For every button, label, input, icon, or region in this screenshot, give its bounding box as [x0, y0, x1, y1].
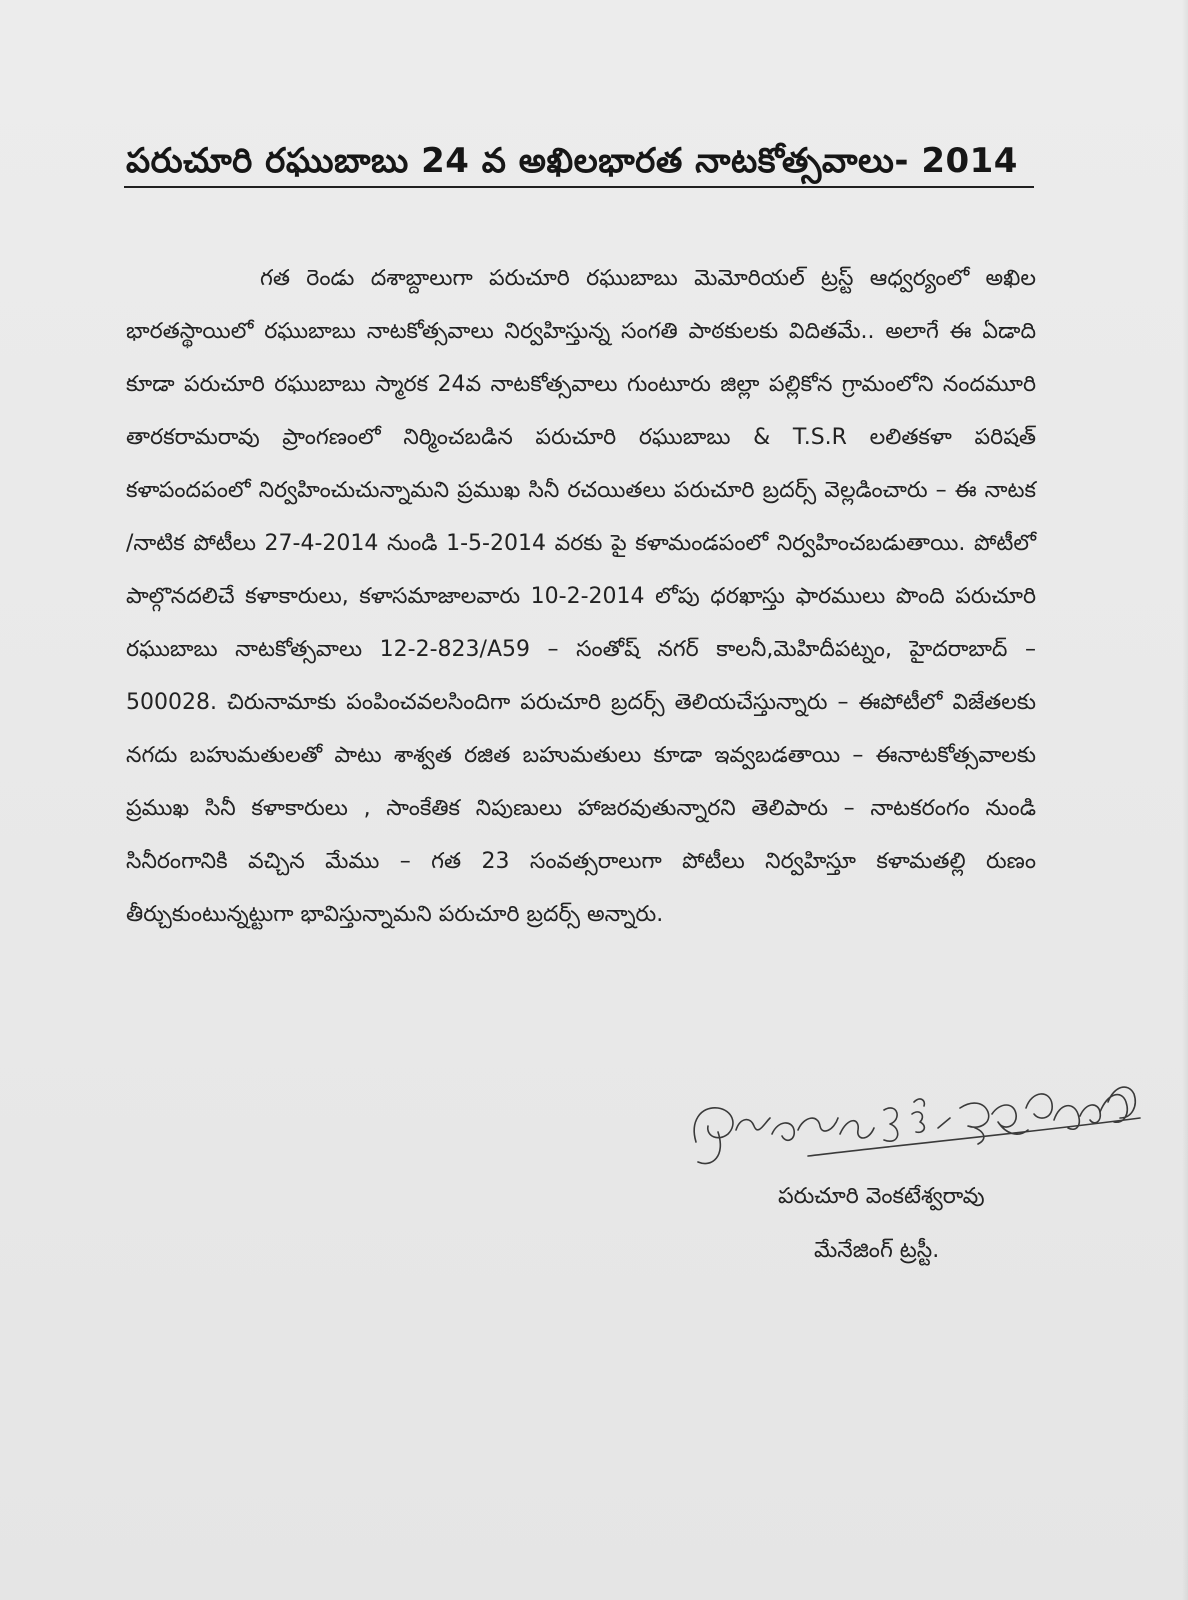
handwritten-signature — [688, 1072, 1148, 1192]
body-paragraph: గత రెండు దశాబ్దాలుగా పరుచూరి రఘుబాబు మెమోరియల్ ట్రస్ట్ ఆధ్వర్యంలో అఖిల భారతస్థాయిలో రఘుబాబు నాటకోత్సవాలు నిర్వహిస్తున్న సంగతి పాఠకులకు విదితమే.. అలాగే ఈ ఏడాది కూడా పరుచూరి రఘుబాబు స్మారక 24వ నాటకోత్సవాలు గుంటూరు జిల్లా పల్లికోన గ్రామంలోని నందమూరి తారకరామరావు ప్రాంగణంలో నిర్మించబడిన పరుచూరి రఘుబాబు & T.S.R లలితకళా పరిషత్ కళాపందపంలో నిర్వహించుచున్నామని ప్రముఖ సినీ రచయితలు పరుచూరి బ్రదర్స్ వెల్లడించారు – ఈ నాటక /నాటిక పోటీలు 27-4-2014 నుండి 1-5-2014 వరకు పై కళామండపంలో నిర్వహించబడుతాయి. పోటీలో పాల్గొనదలిచే కళాకారులు, కళాసమాజాలవారు 10-2-2014 లోపు ధరఖాస్తు ఫారములు పొంది పరుచూరి రఘుబాబు నాటకోత్సవాలు 12-2-823/A59 – సంతోష్ నగర్ కాలనీ,మెహిదీపట్నం, హైదరాబాద్ – 500028. చిరునామాకు పంపించవలసిందిగా పరుచూరి బ్రదర్స్ తెలియచేస్తున్నారు – ఈపోటీలో విజేతలకు నగదు బహుమతులతో పాటు శాశ్వత రజిత బహుమతులు కూడా ఇవ్వబడతాయి – ఈనాటకోత్సవాలకు ప్రముఖ సినీ కళాకారులు , సాంకేతిక నిపుణులు హాజరవుతున్నారని తెలిపారు – నాటకరంగం నుండి సినీరంగానికి వచ్చిన మేము – గత 23 సంవత్సరాలుగా పోటీలు నిర్వహిస్తూ కళామతల్లి రుణం తీర్చుకుంటున్నట్టుగా భావిస్తున్నామని పరుచూరి బ్రదర్స్ అన్నారు. — [126, 266, 1036, 927]
document-title: పరుచూరి రఘుబాబు 24 వ అఖిలభారత నాటకోత్సవాలు- 2014 — [126, 141, 1018, 181]
title-underline — [124, 186, 1034, 188]
scan-edge-shadow — [1182, 0, 1188, 1600]
signer-name: పరుచూరి వెంకటేశ్వరావు — [778, 1184, 985, 1209]
signer-role: మేనేజింగ్ ట్రస్టీ. — [814, 1238, 940, 1263]
